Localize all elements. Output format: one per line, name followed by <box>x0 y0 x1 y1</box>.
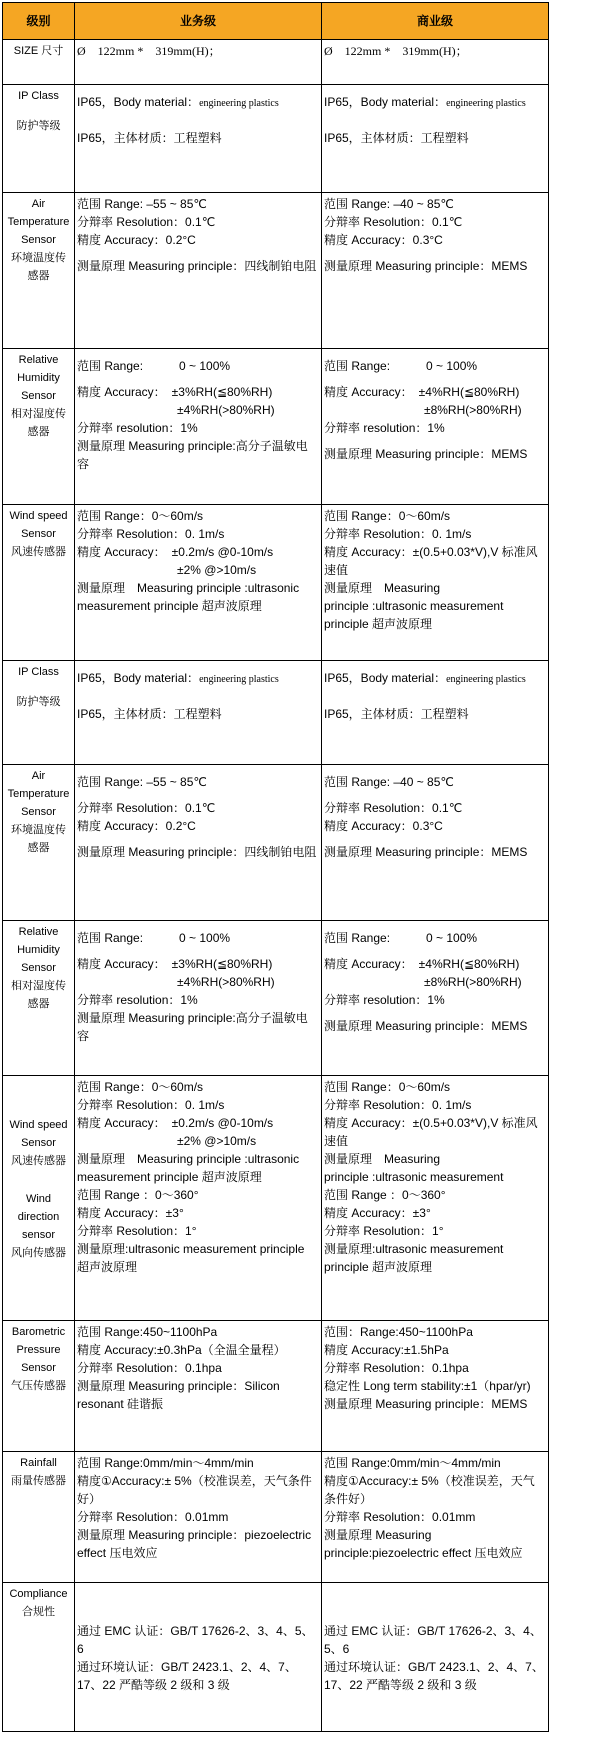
rain-label: Rainfall 雨量传感器 <box>3 1451 75 1582</box>
air-temp-business: 范围 Range: –55 ~ 85℃ 分辩率 Resolution：0.1℃ 精度 Accuracy：0.2°C 测量原理 Measuring principle：四线制铂电阻 <box>75 193 322 349</box>
ip-label <box>3 85 75 193</box>
ip-commercial: IP65，Body material：engineering plastics IP65，主体材质：工程塑料 <box>322 661 549 765</box>
spec-table <box>2 2 549 1732</box>
ip-label <box>3 661 75 765</box>
ip-row-2 <box>3 661 549 765</box>
wind-commercial: 范围 Range：0～60m/s 分辩率 Resolution：0. 1m/s 精度 Accuracy：±(0.5+0.03*V),V 标准风速值 测量原理 Measuring principle :ultrasonic measurement principle 超声波原理 <box>322 504 549 661</box>
wind-row-1 <box>3 504 549 661</box>
pressure-business: 范围 Range:450~1100hPa 精度 Accuracy:±0.3hPa（全温全量程） 分辩率 Resolution：0.1hpa 测量原理 Measuring principle：Silicon resonant 硅谐振 <box>75 1321 322 1451</box>
humidity-commercial: 范围 Range: 0 ~ 100% 精度 Accuracy： ±4%RH(≦80%RH) ±8%RH(>80%RH) 分辩率 resolution：1% 测量原理 Measuring principle：MEMS <box>322 920 549 1076</box>
header-grade: 级别 <box>3 3 75 40</box>
air-temp-commercial: 范围 Range: –40 ~ 85℃ 分辩率 Resolution：0.1℃ 精度 Accuracy：0.3°C 测量原理 Measuring principle：MEMS <box>322 193 549 349</box>
size-business: Ø 122mm * 319mm(H)； <box>75 40 322 85</box>
compliance-row <box>3 1582 549 1731</box>
ip-business <box>75 85 322 193</box>
header-commercial: 商业级 <box>322 3 549 40</box>
ip-line1-suffix: engineering plastics <box>446 98 526 110</box>
wind-dir-commercial: 范围 Range ：0～360° 精度 Accuracy：±3° 分辩率 Resolution：1° 测量原理:ultrasonic measurement principle 超声波原理 <box>324 1188 504 1275</box>
ip-label-cn: 防护等级 <box>16 696 61 709</box>
humidity-label: Relative Humidity Sensor 相对湿度传 感器 <box>3 349 75 505</box>
ip-line1-prefix: IP65，Body material： <box>324 95 447 110</box>
compliance-commercial: 通过 EMC 认证：GB/T 17626-2、3、4、5、6 通过环境认证：GB/T 2423.1、2、4、7、17、22 严酷等级 2 级和 3 级 <box>322 1582 549 1731</box>
size-label: SIZE 尺寸 <box>3 40 75 85</box>
ip-commercial <box>322 85 549 193</box>
humidity-row-2 <box>3 920 549 1076</box>
wind-business: 范围 Range：0～60m/s 分辩率 Resolution：0. 1m/s 精度 Accuracy： ±0.2m/s @0-10m/s ±2% @>10m/s 测量原理 Measuring principle :ultrasonic measurement principle 超声波原理 <box>75 504 322 661</box>
wind-direction-commercial <box>322 1076 549 1321</box>
rain-business: 范围 Range:0mm/min～4mm/min 精度①Accuracy:± 5%（校准误差，天气条件好） 分辩率 Resolution：0.01mm 测量原理 Measuring principle：piezoelectric effect 压电效应 <box>75 1451 322 1582</box>
ip-line1-suffix: engineering plastics <box>199 98 279 110</box>
rain-commercial: 范围 Range:0mm/min～4mm/min 精度①Accuracy:± 5%（校准误差，天气条件好） 分辩率 Resolution：0.01mm 测量原理 Measuring principle:piezoelectric effect 压电效应 <box>322 1451 549 1582</box>
header-business: 业务级 <box>75 3 322 40</box>
humidity-business: 范围 Range: 0 ~ 100% 精度 Accuracy： ±3%RH(≦80%RH) ±4%RH(>80%RH) 分辩率 resolution：1% 测量原理 Measuring principle:高分子温敏电容 <box>75 349 322 505</box>
ip-business: IP65，Body material：engineering plastics IP65，主体材质：工程塑料 <box>75 661 322 765</box>
ip-line2: IP65，主体材质：工程塑料 <box>324 131 469 146</box>
size-commercial: Ø 122mm * 319mm(H)； <box>322 40 549 85</box>
air-temp-commercial: 范围 Range: –40 ~ 85℃ 分辩率 Resolution：0.1℃ 精度 Accuracy：0.3°C 测量原理 Measuring principle：MEMS <box>322 765 549 921</box>
header-row <box>3 3 549 40</box>
ip-label-cn: 防护等级 <box>16 120 61 133</box>
wind-combined-label: Wind speed Sensor 风速传感器 Wind direction sensor 风向传感器 <box>3 1076 75 1321</box>
wind-label: Wind speed Sensor 风速传感器 <box>3 504 75 661</box>
pressure-label: Barometric Pressure Sensor 气压传感器 <box>3 1321 75 1451</box>
air-temp-row-1 <box>3 193 549 349</box>
air-temp-row-2 <box>3 765 549 921</box>
air-temp-label: Air Temperature Sensor 环境温度传 感器 <box>3 193 75 349</box>
ip-row-1 <box>3 85 549 193</box>
compliance-label: Compliance 合规性 <box>3 1582 75 1731</box>
ip-line2: IP65，主体材质：工程塑料 <box>77 131 222 146</box>
ip-label-en: IP Class <box>18 90 59 103</box>
wind-direction-row <box>3 1076 549 1321</box>
rain-row <box>3 1451 549 1582</box>
pressure-commercial: 范围：Range:450~1100hPa 精度 Accuracy:±1.5hPa 分辩率 Resolution：0.1hpa 稳定性 Long term stability:±1（hpar/yr) 测量原理 Measuring principle：MEMS <box>322 1321 549 1451</box>
humidity-row-1 <box>3 349 549 505</box>
humidity-label: Relative Humidity Sensor 相对湿度传 感器 <box>3 920 75 1076</box>
wind-direction-business <box>75 1076 322 1321</box>
ip-label-en: IP Class <box>18 666 59 679</box>
air-temp-business: 范围 Range: –55 ~ 85℃ 分辩率 Resolution：0.1℃ 精度 Accuracy：0.2°C 测量原理 Measuring principle：四线制铂电阻 <box>75 765 322 921</box>
compliance-business: 通过 EMC 认证：GB/T 17626-2、3、4、5、6 通过环境认证：GB/T 2423.1、2、4、7、17、22 严酷等级 2 级和 3 级 <box>75 1582 322 1731</box>
wind-business-clipped: 范围 Range：0～60m/s 分辩率 Resolution：0. 1m/s 精度 Accuracy： ±0.2m/s @0-10m/s ±2% @>10m/s 测量原理 Measuring principle :ultrasonic measurement principle 超声波原理 <box>77 1080 300 1185</box>
ip-line1-prefix: IP65，Body material： <box>77 95 200 110</box>
air-temp-label: Air Temperature Sensor 环境温度传 感器 <box>3 765 75 921</box>
wind-commercial-clipped: 范围 Range：0～60m/s 分辩率 Resolution：0. 1m/s 精度 Accuracy：±(0.5+0.03*V),V 标准风速值 测量原理 Measuring principle :ultrasonic measurement <box>324 1080 538 1185</box>
humidity-commercial: 范围 Range: 0 ~ 100% 精度 Accuracy： ±4%RH(≦80%RH) ±8%RH(>80%RH) 分辩率 resolution：1% 测量原理 Measuring principle：MEMS <box>322 349 549 505</box>
pressure-row <box>3 1321 549 1451</box>
humidity-business: 范围 Range: 0 ~ 100% 精度 Accuracy： ±3%RH(≦80%RH) ±4%RH(>80%RH) 分辩率 resolution：1% 测量原理 Measuring principle:高分子温敏电容 <box>75 920 322 1076</box>
wind-dir-business: 范围 Range ：0～360° 精度 Accuracy：±3° 分辩率 Resolution：1° 测量原理:ultrasonic measurement principle 超声波原理 <box>77 1188 305 1275</box>
size-row <box>3 40 549 85</box>
